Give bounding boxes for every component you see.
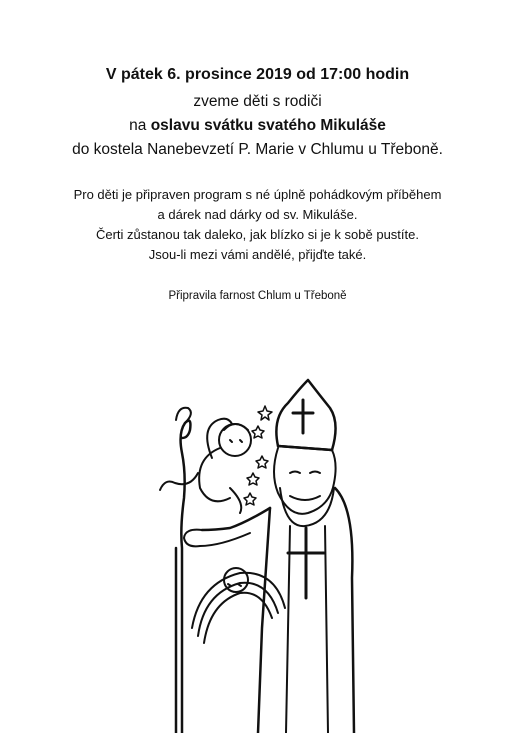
saint-nicholas-with-angels-icon [140, 378, 375, 733]
celebration-title: oslavu svátku svatého Mikuláše [150, 117, 386, 134]
program-line-1: Pro děti je připraven program s né úplně pohádkovým příběhem [73, 187, 442, 202]
invite-line: zveme děti s rodiči [193, 93, 322, 110]
event-date-heading: V pátek 6. prosince 2019 od 17:00 hodin [105, 66, 410, 83]
program-line-4: Jsou-li mezi vámi andělé, přijďte také. [148, 247, 367, 262]
organizer-signature: Připravila farnost Chlum u Třeboně [168, 290, 347, 302]
saint-nicholas-illustration [140, 378, 375, 733]
program-line-2: a dárek nad dárky od sv. Mikuláše. [157, 207, 358, 222]
venue-line: do kostela Nanebevzetí P. Marie v Chlumu u Třeboně. [72, 141, 443, 158]
celebration-prefix: na [129, 117, 151, 134]
program-line-3: Čerti zůstanou tak daleko, jak blízko si je k sobě pustíte. [95, 227, 419, 242]
celebration-line [0, 117, 515, 135]
